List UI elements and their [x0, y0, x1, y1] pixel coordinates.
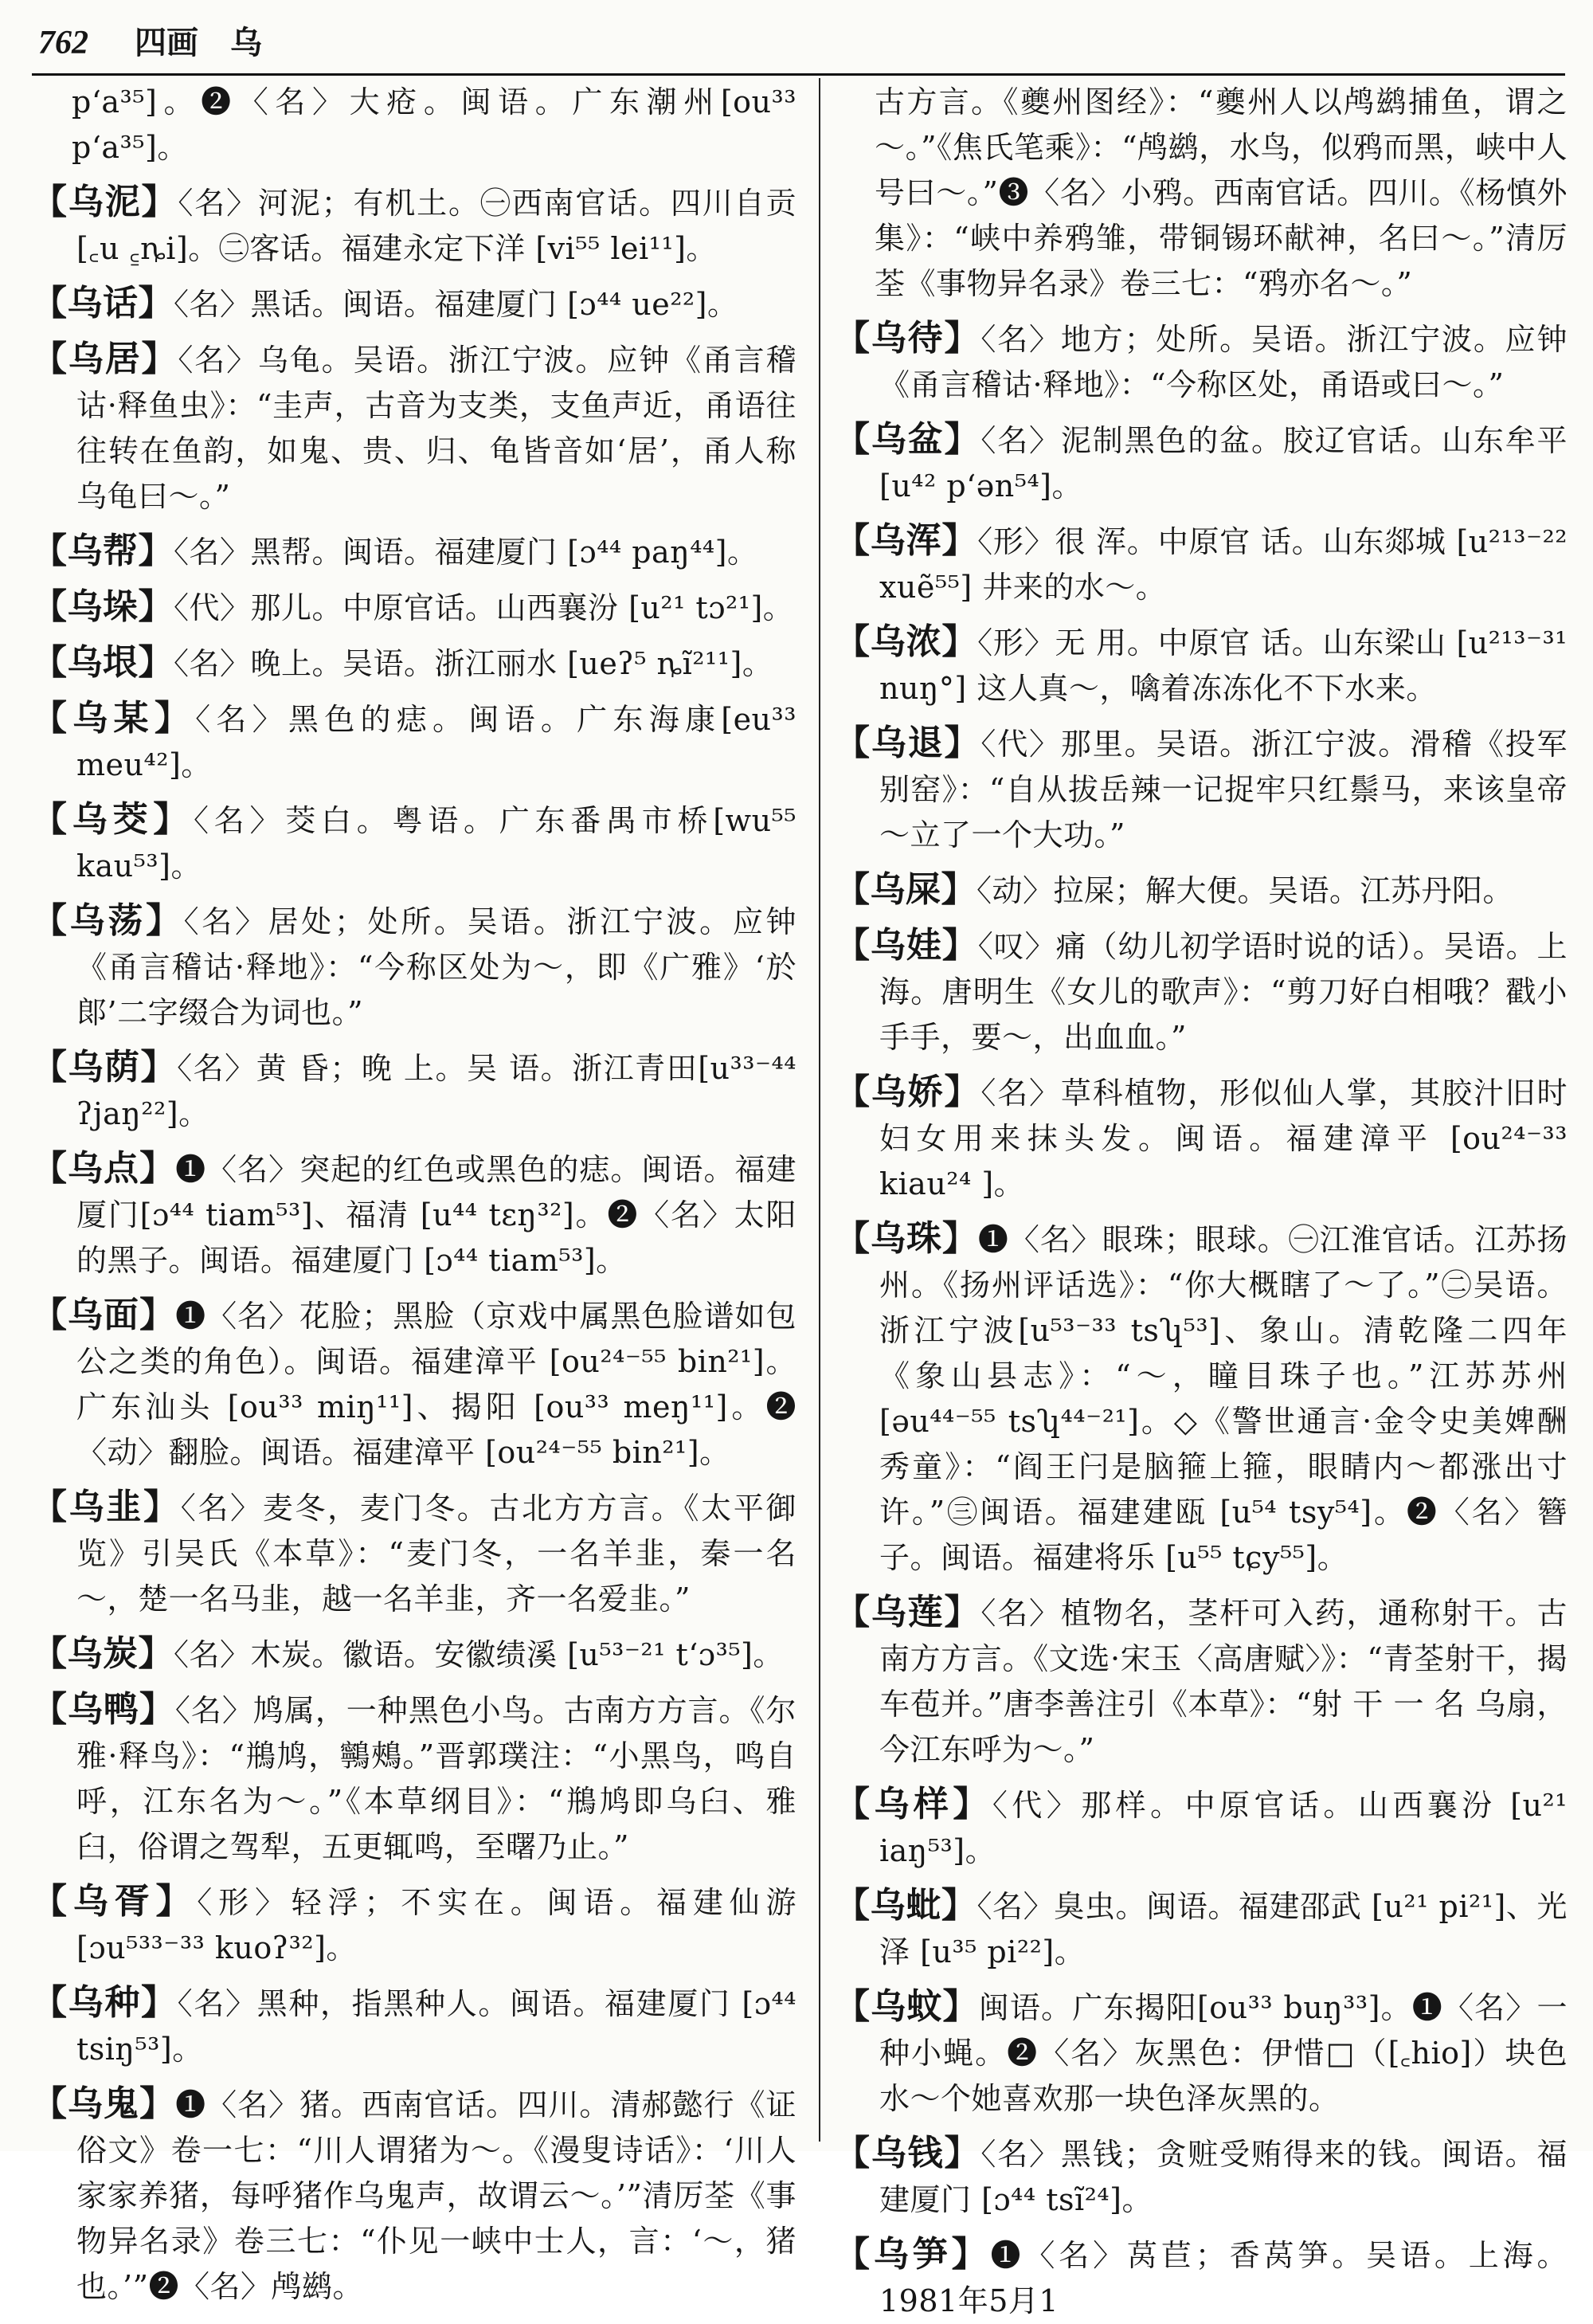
dictionary-entry: [32, 1687, 796, 1870]
entry-definition: 〈名〉植物名，茎杆可入药，通称射干。古南方方言。《文选·宋玉〈高唐赋〉》：“青荃射干，揭车苞并。”唐李善注引《本草》：“射 干 一 名 乌扇，今江东呼为～。”: [879, 1596, 1568, 1767]
dictionary-entry: [835, 315, 1568, 408]
dictionary-entry: [835, 619, 1568, 711]
entry-headword: 【乌韭】: [32, 1487, 181, 1527]
entry-definition: 〈名〉木炭。徽语。安徽绩溪 [u⁵³⁻²¹ t‘ɔ³⁵]。: [174, 1637, 784, 1672]
entry-definition: 〈名〉鸠属，一种黑色小鸟。古南方方言。《尔雅·释鸟》：“鵧鸠，鸋鵊。”晋郭璞注：“小黑鸟，鸣自呼，江东名为～。”《本草纲目》：“鵧鸠即乌臼、雅臼，俗谓之驾犁，五更辄鸣，至曙乃止。”: [76, 1693, 796, 1864]
entry-headword: 【乌荡】: [32, 900, 184, 941]
entry-definition: 〈名〉河泥；有机土。㊀西南官话。四川自贡[꜀u ꜁ȵi]。㊁客话。福建永定下洋 [vi⁵⁵ lei¹¹]。: [76, 186, 796, 266]
dictionary-entry: [835, 2130, 1568, 2223]
entry-headword: 【乌莲】: [835, 1592, 981, 1632]
entry-definition: ❶〈名〉突起的红色或黑色的痣。闽语。福建厦门[ɔ⁴⁴ tiam⁵³]、福清 [u⁴⁴ tɛŋ³²]。❷〈名〉太阳的黑子。闽语。福建厦门 [ɔ⁴⁴ tiam⁵³]。: [76, 1152, 796, 1278]
entry-headword: 【乌退】: [835, 723, 981, 763]
dictionary-entry: [32, 898, 796, 1036]
dictionary-entry: [32, 280, 796, 327]
entry-headword: 【乌居】: [32, 339, 178, 379]
entry-definition: 〈代〉那里。吴语。浙江宁波。滑稽《投军别窑》：“自从拔岳辣一记捉牢只红鬃马，来该皇帝～立了一个大功。”: [879, 727, 1568, 852]
entry-definition: 〈代〉那样。中原官话。山西襄汾 [u²¹ iaŋ⁵³]。: [879, 1788, 1568, 1868]
dictionary-entry: [32, 640, 796, 687]
dictionary-entry: [32, 2081, 796, 2310]
entry-definition: 〈形〉轻浮；不实在。闽语。福建仙游 [ɔu⁵³³⁻³³ kuoʔ³²]。: [76, 1885, 796, 1965]
dictionary-entry: [835, 1589, 1568, 1773]
dictionary-entry: [32, 1484, 796, 1622]
entry-headword: 【乌盆】: [835, 419, 981, 460]
entry-headword: 【乌浓】: [835, 621, 978, 662]
column-divider: [819, 78, 820, 2142]
dictionary-entry: [835, 417, 1568, 509]
entry-headword: 【乌点】: [32, 1148, 176, 1189]
entry-definition: 〈名〉臭虫。闽语。福建邵武 [u²¹ pi²¹]、光泽 [u³⁵ pi²²]。: [879, 1889, 1568, 1969]
entry-headword: 【乌某】: [32, 698, 196, 739]
entry-definition: p‘a³⁵]。❷〈名〉大疮。闽语。广东潮州[ou³³ p‘a³⁵]。: [72, 84, 796, 165]
dictionary-entry: [835, 1069, 1568, 1207]
entry-definition: 〈形〉无 用。中原官 话。山东梁山 [u²¹³⁻³¹ nuŋ°] 这人真～，噙着冻冻化不下水来。: [879, 625, 1568, 706]
entry-headword: 【乌蚊】: [835, 1986, 979, 2027]
entry-headword: 【乌娇】: [835, 1072, 981, 1112]
entry-headword: 【乌珠】: [835, 1218, 978, 1259]
header-rule: [32, 73, 1565, 76]
dictionary-entry: [32, 1980, 796, 2072]
entry-definition: 〈名〉黄 昏；晚 上。吴 语。浙江青田[u³³⁻⁴⁴ ʔjaŋ²²]。: [76, 1051, 797, 1131]
dictionary-entry: [32, 336, 796, 519]
dictionary-entry: [32, 179, 796, 272]
dictionary-entry: [835, 923, 1568, 1060]
entry-definition: 〈名〉居处；处所。吴语。浙江宁波。应钟《甬言稽诂·释地》：“今称区处为～，即《广雅》‘於郞’二字缀合为词也。”: [76, 904, 796, 1030]
page-number: 762: [38, 25, 88, 61]
entry-definition: 〈名〉黑帮。闽语。福建厦门 [ɔ⁴⁴ paŋ⁴⁴]。: [174, 535, 758, 570]
section-title: 四画 乌: [135, 24, 262, 61]
entry-headword: 【乌蚍】: [835, 1885, 977, 1926]
dictionary-entry: [835, 518, 1568, 610]
entry-definition: 〈动〉拉屎；解大便。吴语。江苏丹阳。: [977, 873, 1514, 908]
entry-definition: 〈名〉黑种，指黑种人。闽语。福建厦门 [ɔ⁴⁴ tsiŋ⁵³]。: [76, 1986, 797, 2067]
running-head: [38, 18, 262, 65]
dictionary-entry: [32, 1044, 796, 1137]
dictionary-entry: [32, 1292, 796, 1476]
dictionary-entry: [32, 584, 796, 631]
entry-headword: 【乌鸭】: [32, 1689, 175, 1730]
dictionary-entry: [32, 528, 796, 575]
dictionary-entry: [32, 1631, 796, 1678]
dictionary-entry: [835, 2232, 1568, 2324]
entry-headword: 【乌样】: [835, 1784, 992, 1824]
entry-headword: 【乌话】: [32, 283, 174, 323]
entry-definition: 〈名〉黑色的痣。闽语。广东海康[eu³³ meu⁴²]。: [76, 702, 796, 782]
entry-definition: 〈名〉黑钱；贪赃受贿得来的钱。闽语。福建厦门 [ɔ⁴⁴ tsĩ²⁴]。: [879, 2137, 1568, 2217]
dictionary-entry: [835, 720, 1568, 858]
dictionary-entry: [835, 1984, 1568, 2122]
entry-definition: 闽语。广东揭阳[ou³³ buŋ³³]。❶〈名〉一种小蝇。❷〈名〉灰黑色：伊惜□（[꜀hio]）块色水～个她喜欢那一块色泽灰黑的。: [879, 1990, 1568, 2116]
dictionary-entry: [32, 797, 796, 889]
entry-headword: 【乌垠】: [32, 642, 174, 683]
dictionary-entry: [32, 1879, 796, 1971]
entry-continuation: [835, 80, 1568, 307]
dictionary-entry: [835, 1216, 1568, 1581]
entry-definition: 〈名〉泥制黑色的盆。胶辽官话。山东牟平 [u⁴² p‘ən⁵⁴]。: [879, 423, 1568, 504]
entry-headword: 【乌帮】: [32, 531, 174, 571]
dictionary-entry: [835, 1781, 1568, 1874]
entry-definition: ❶〈名〉花脸；黑脸（京戏中属黑色脸谱如包公之类的角色）。闽语。福建漳平 [ou²⁴⁻⁵⁵ bin²¹]。广东汕头 [ou³³ miŋ¹¹]、揭阳 [ou³³ meŋ¹¹]。❷〈动〉翻脸。闽语。福建漳平 [ou²⁴⁻⁵⁵ bin²¹]。: [76, 1299, 796, 1470]
entry-definition: 〈名〉晚上。吴语。浙江丽水 [ueʔ⁵ ȵĩ²¹¹]。: [174, 646, 773, 681]
entry-headword: 【乌娃】: [835, 925, 978, 966]
entry-headword: 【乌泥】: [32, 182, 178, 222]
entry-headword: 【乌鬼】: [32, 2083, 176, 2124]
entry-definition: 古方言。《夔州图经》：“夔州人以鸬鹚捕鱼，谓之～。”《焦氏笔乘》：“鸬鹚，水鸟，似鸦而黑，峡中人号曰～。”❸〈名〉小鸦。西南官话。四川。《杨慎外集》：“峡中养鸦雏，带铜锡环献神，名曰～。”清厉荃《事物异名录》卷三七：“鸦亦名～。”: [875, 84, 1568, 301]
entry-definition: 〈名〉地方；处所。吴语。浙江宁波。应钟《甬言稽诂·释地》：“今称区处，甬语或曰～。”: [879, 322, 1568, 402]
entry-headword: 【乌垛】: [32, 586, 174, 627]
entry-definition: 〈名〉黑话。闽语。福建厦门 [ɔ⁴⁴ ue²²]。: [174, 287, 738, 322]
dictionary-entry: [835, 867, 1568, 914]
entry-definition: ❶〈名〉眼珠；眼球。㊀江淮官话。江苏扬州。《扬州评话选》：“你大概瞎了～了。”㊁吴语。浙江宁波[u⁵³⁻³³ tsʮ⁵³]、象山。清乾隆二四年《象山县志》：“～，瞳目珠子也。”江苏苏州 [əu⁴⁴⁻⁵⁵ tsʮ⁴⁴⁻²¹]。◇《警世通言·金令史美婢酬秀童》：“阎王闩是脑箍上箍，眼睛内～都涨出寸许。”㊂闽语。福建建瓯 [u⁵⁴ tsy⁵⁴]。❷〈名〉簪子。闽语。福建将乐 [u⁵⁵ tɕy⁵⁵]。: [879, 1222, 1568, 1575]
entry-definition: 〈名〉茭白。粤语。广东番禺市桥[wu⁵⁵ kau⁵³]。: [76, 803, 797, 884]
entry-continuation: [32, 80, 796, 170]
entry-headword: 【乌荫】: [32, 1047, 178, 1088]
entry-headword: 【乌浑】: [835, 520, 978, 561]
entry-definition: 〈名〉麦冬，麦门冬。古北方方言。《太平御览》引吴氏《本草》：“麦门冬，一名羊韭，秦一名～，楚一名马韭，越一名羊韭，齐一名爱韭。”: [76, 1491, 796, 1617]
entry-headword: 【乌笋】: [835, 2234, 991, 2275]
entry-definition: 〈叹〉痛（幼儿初学语时说的话）。吴语。上海。唐明生《女儿的歌声》：“剪刀好白相哦？戳小手手，要～，出血血。”: [879, 929, 1568, 1055]
entry-headword: 【乌待】: [835, 318, 981, 359]
entry-headword: 【乌屎】: [835, 869, 977, 910]
entry-definition: 〈名〉草科植物，形似仙人掌，其胶汁旧时妇女用来抹头发。闽语。福建漳平 [ou²⁴⁻³³ kiau²⁴ ]。: [879, 1076, 1568, 1201]
entry-definition: 〈名〉乌龟。吴语。浙江宁波。应钟《甬言稽诂·释鱼虫》：“圭声，古音为支类，支鱼声近，甬语往往转在鱼韵，如鬼、贵、归、龟皆音如‘居’，甬人称乌龟曰～。”: [76, 343, 796, 514]
entry-headword: 【乌胥】: [32, 1881, 198, 1922]
entry-headword: 【乌炭】: [32, 1633, 174, 1674]
right-column: [835, 80, 1568, 2318]
entry-definition: ❶〈名〉猪。西南官话。四川。清郝懿行《证俗文》卷一七：“川人谓猪为～。《漫叟诗话》：‘川人家家养猪，每呼猪作乌鬼声，故谓云～。’”清厉荃《事物异名录》卷三七：“仆见一峡中士人，言：‘～，猪也。’”❷〈名〉鸬鹚。: [76, 2087, 796, 2304]
entry-definition: 〈形〉很 浑。中原官 话。山东郯城 [u²¹³⁻²² xuẽ⁵⁵] 井来的水～。: [879, 524, 1568, 605]
entry-definition: ❶〈名〉莴苣；香莴笋。吴语。上海。1981年5月1: [879, 2238, 1568, 2318]
dictionary-entry: [835, 1883, 1568, 1975]
left-column: [32, 80, 797, 2304]
entry-definition: 〈代〉那儿。中原官话。山西襄汾 [u²¹ tɔ²¹]。: [174, 590, 794, 625]
entry-headword: 【乌茭】: [32, 799, 194, 840]
entry-headword: 【乌钱】: [835, 2133, 981, 2173]
dictionary-entry: [32, 1146, 796, 1283]
entry-headword: 【乌面】: [32, 1295, 176, 1335]
entry-headword: 【乌种】: [32, 1982, 178, 2023]
dictionary-entry: [32, 696, 796, 788]
